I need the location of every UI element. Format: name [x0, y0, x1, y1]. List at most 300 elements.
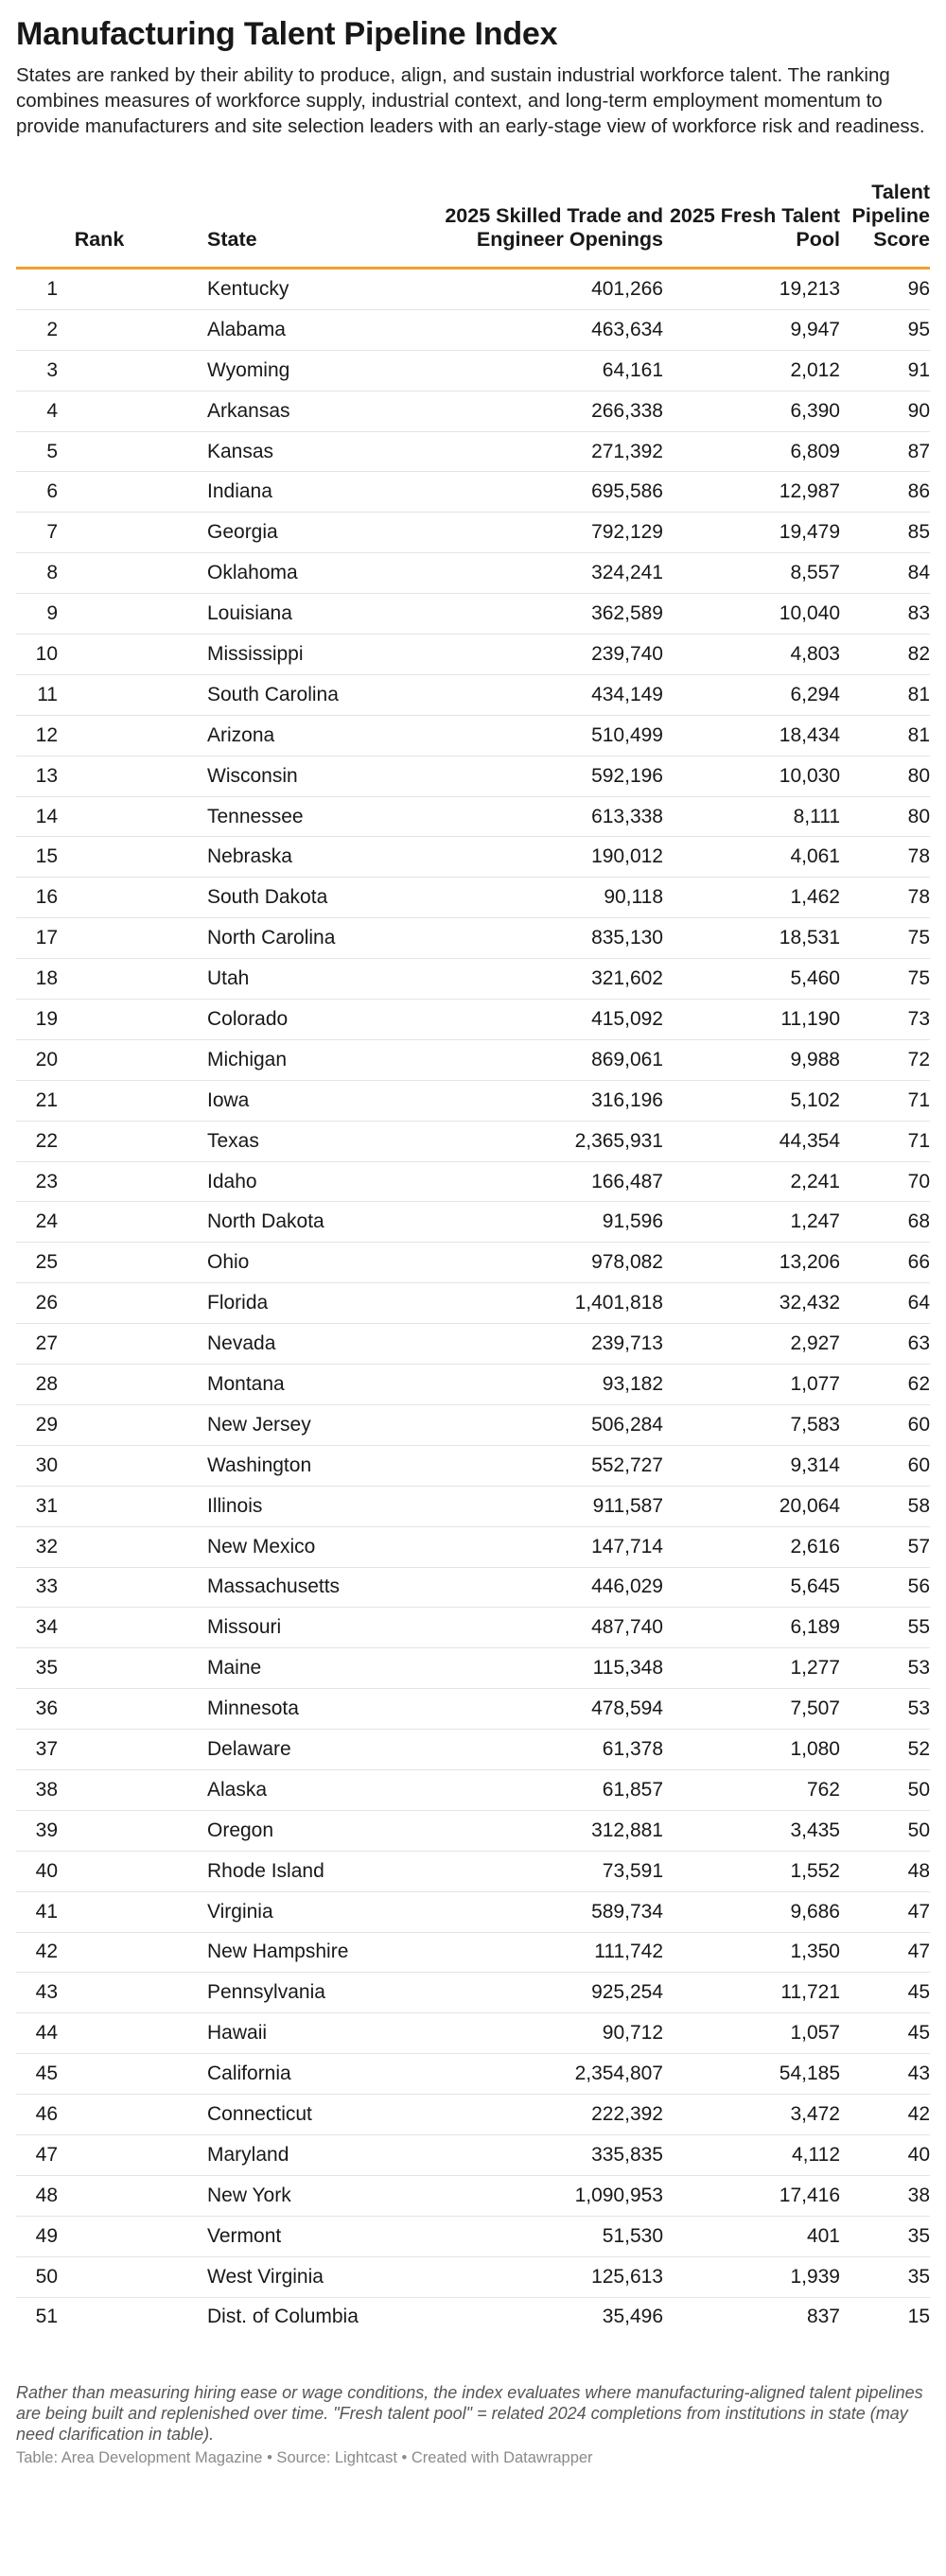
table-row	[16, 1000, 930, 1040]
data-table	[16, 181, 930, 2337]
table-row	[16, 350, 930, 391]
header-talent-pool[interactable]: 2025 Fresh Talent Pool	[669, 204, 840, 251]
talent-pool-cell: 4,112	[663, 2134, 840, 2175]
table-row	[16, 269, 930, 310]
openings-cell: 266,338	[377, 391, 663, 431]
openings-cell: 510,499	[377, 715, 663, 756]
openings-cell: 125,613	[377, 2256, 663, 2297]
talent-pool-cell: 9,988	[663, 1039, 840, 1080]
rank-value: 36	[35, 1697, 58, 1720]
table-row	[16, 1769, 930, 1810]
state-cell: Mississippi	[160, 635, 377, 675]
chart-source: Table: Area Development Magazine • Source: Lightcast • Created with Datawrapper	[16, 2449, 593, 2467]
state-cell: Colorado	[160, 1000, 377, 1040]
openings-cell: 446,029	[377, 1567, 663, 1608]
score-cell: 50	[840, 1769, 930, 1810]
table-row	[16, 553, 930, 594]
score-cell: 53	[840, 1689, 930, 1730]
openings-cell: 695,586	[377, 472, 663, 513]
score-cell: 47	[840, 1932, 930, 1973]
state-cell: New Mexico	[160, 1526, 377, 1567]
state-cell: Maryland	[160, 2134, 377, 2175]
talent-pool-cell: 1,350	[663, 1932, 840, 1973]
talent-pool-cell: 18,434	[663, 715, 840, 756]
score-cell: 87	[840, 431, 930, 472]
score-cell: 86	[840, 472, 930, 513]
rank-value: 41	[35, 1900, 58, 1923]
talent-pool-cell: 54,185	[663, 2054, 840, 2095]
rank-value: 27	[35, 1332, 58, 1355]
rank-value: 26	[35, 1292, 58, 1314]
rank-cell	[16, 2256, 160, 2297]
state-cell: Missouri	[160, 1608, 377, 1648]
rank-cell	[16, 1608, 160, 1648]
state-cell: Indiana	[160, 472, 377, 513]
rank-value: 17	[35, 927, 58, 949]
table-row	[16, 1932, 930, 1973]
table-row	[16, 2216, 930, 2256]
score-cell: 84	[840, 553, 930, 594]
openings-cell: 190,012	[377, 837, 663, 878]
score-cell: 96	[840, 269, 930, 310]
rank-cell	[16, 1000, 160, 1040]
table-row	[16, 1730, 930, 1770]
rank-cell	[16, 2175, 160, 2216]
score-cell: 90	[840, 391, 930, 431]
score-cell: 91	[840, 350, 930, 391]
openings-cell: 147,714	[377, 1526, 663, 1567]
table-row	[16, 1608, 930, 1648]
rank-cell	[16, 391, 160, 431]
table-row	[16, 715, 930, 756]
openings-cell: 835,130	[377, 918, 663, 959]
score-cell: 73	[840, 1000, 930, 1040]
table-row	[16, 2095, 930, 2135]
talent-pool-cell: 8,557	[663, 553, 840, 594]
rank-value: 9	[46, 602, 58, 625]
rank-cell	[16, 472, 160, 513]
rank-cell	[16, 1648, 160, 1689]
state-cell: Virginia	[160, 1891, 377, 1932]
rank-value: 3	[46, 358, 58, 381]
header-score[interactable]: Talent Pipeline Score	[851, 181, 930, 251]
talent-pool-cell: 9,686	[663, 1891, 840, 1932]
table-row	[16, 431, 930, 472]
table-row	[16, 1486, 930, 1526]
score-cell: 72	[840, 1039, 930, 1080]
header-openings[interactable]: 2025 Skilled Trade and Engineer Openings	[445, 204, 663, 251]
rank-cell	[16, 837, 160, 878]
state-cell: Tennessee	[160, 796, 377, 837]
state-cell: Iowa	[160, 1080, 377, 1121]
openings-cell: 61,378	[377, 1730, 663, 1770]
rank-value: 5	[46, 440, 58, 462]
state-cell: Illinois	[160, 1486, 377, 1526]
score-cell: 47	[840, 1891, 930, 1932]
state-cell: Maine	[160, 1648, 377, 1689]
rank-cell	[16, 2054, 160, 2095]
chart-notes: Rather than measuring hiring ease or wage conditions, the index evaluates where manufacturing-aligned talent pipelines are being built and replenished over time. "Fresh talent pool" = related 2024 completions from institutions in state (may need clarification in table).	[16, 2383, 923, 2445]
openings-cell: 321,602	[377, 959, 663, 1000]
state-cell: Dist. of Columbia	[207, 2306, 359, 2328]
talent-pool-cell: 5,460	[663, 959, 840, 1000]
chart-description: States are ranked by their ability to produce, align, and sustain industrial workforce talent. The ranking combines measures of workforce supply, industrial context, and long-term employment momentum to provide manufacturers and site selection leaders with an early-stage view of workforce risk and readiness.	[16, 64, 925, 137]
score-cell: 60	[840, 1445, 930, 1486]
talent-pool-cell: 10,030	[663, 756, 840, 796]
table-row	[16, 2297, 930, 2337]
table-row	[16, 2054, 930, 2095]
table-row	[16, 1973, 930, 2013]
state-cell: Kentucky	[160, 269, 377, 310]
header-rank[interactable]: Rank	[74, 228, 125, 251]
rank-cell	[16, 2013, 160, 2054]
table-row	[16, 756, 930, 796]
score-cell: 15	[907, 2306, 930, 2328]
table-row	[16, 1689, 930, 1730]
talent-pool-cell: 9,947	[663, 309, 840, 350]
rank-value: 12	[35, 723, 58, 746]
state-cell: New Jersey	[160, 1404, 377, 1445]
rank-cell	[16, 1730, 160, 1770]
rank-cell	[16, 1567, 160, 1608]
talent-pool-cell: 1,077	[663, 1365, 840, 1405]
score-cell: 85	[840, 513, 930, 553]
table-row	[16, 2134, 930, 2175]
rank-value: 14	[35, 805, 58, 827]
rank-cell	[16, 1932, 160, 1973]
table-body	[16, 269, 930, 2338]
table-row	[16, 1648, 930, 1689]
score-cell: 58	[840, 1486, 930, 1526]
rank-cell	[16, 513, 160, 553]
openings-cell: 222,392	[377, 2095, 663, 2135]
openings-cell: 35,496	[602, 2306, 663, 2328]
rank-cell	[16, 1810, 160, 1851]
state-cell: Kansas	[160, 431, 377, 472]
talent-pool-cell: 1,462	[663, 878, 840, 918]
rank-value: 2	[46, 318, 58, 340]
rank-cell	[16, 796, 160, 837]
score-cell: 68	[840, 1202, 930, 1243]
table-row	[16, 594, 930, 635]
state-cell: New Hampshire	[160, 1932, 377, 1973]
talent-pool-cell: 4,803	[663, 635, 840, 675]
state-cell: Massachusetts	[160, 1567, 377, 1608]
rank-cell	[16, 1243, 160, 1283]
rank-cell	[16, 1769, 160, 1810]
rank-value: 16	[35, 886, 58, 909]
rank-value: 48	[35, 2184, 58, 2206]
openings-cell: 316,196	[377, 1080, 663, 1121]
score-cell: 55	[840, 1608, 930, 1648]
talent-pool-cell: 12,987	[663, 472, 840, 513]
openings-cell: 589,734	[377, 1891, 663, 1932]
rank-cell	[16, 2216, 160, 2256]
score-cell: 38	[840, 2175, 930, 2216]
rank-value: 15	[35, 845, 58, 868]
rank-value: 21	[35, 1088, 58, 1111]
table-row	[16, 1851, 930, 1891]
rank-value: 29	[35, 1413, 58, 1436]
talent-pool-cell: 1,080	[663, 1730, 840, 1770]
rank-cell	[16, 715, 160, 756]
rank-cell	[16, 1486, 160, 1526]
openings-cell: 592,196	[377, 756, 663, 796]
state-cell: Rhode Island	[160, 1851, 377, 1891]
rank-value: 42	[35, 1941, 58, 1963]
rank-cell	[16, 431, 160, 472]
score-cell: 70	[840, 1161, 930, 1202]
score-cell: 62	[840, 1365, 930, 1405]
state-cell: Idaho	[160, 1161, 377, 1202]
score-cell: 35	[840, 2256, 930, 2297]
table-row	[16, 959, 930, 1000]
talent-pool-cell: 2,012	[663, 350, 840, 391]
table-row	[16, 674, 930, 715]
rank-value: 40	[35, 1859, 58, 1882]
table-row	[16, 1202, 930, 1243]
rank-cell	[16, 959, 160, 1000]
table-row	[16, 1243, 930, 1283]
score-cell: 82	[840, 635, 930, 675]
state-cell: Nebraska	[160, 837, 377, 878]
talent-pool-cell: 5,645	[663, 1567, 840, 1608]
talent-pool-cell: 2,616	[663, 1526, 840, 1567]
table-row	[16, 2256, 930, 2297]
table-row	[16, 1039, 930, 1080]
table-row	[16, 1810, 930, 1851]
talent-pool-cell: 762	[663, 1769, 840, 1810]
score-cell: 64	[840, 1283, 930, 1324]
rank-value: 1	[46, 277, 58, 300]
talent-pool-cell: 7,583	[663, 1404, 840, 1445]
openings-cell: 166,487	[377, 1161, 663, 1202]
openings-cell: 90,118	[377, 878, 663, 918]
score-cell: 45	[840, 1973, 930, 2013]
openings-cell: 64,161	[377, 350, 663, 391]
rank-cell	[16, 1324, 160, 1365]
state-cell: Washington	[160, 1445, 377, 1486]
state-cell: West Virginia	[160, 2256, 377, 2297]
state-cell: Alabama	[160, 309, 377, 350]
rank-value: 11	[37, 683, 58, 705]
rank-cell	[16, 635, 160, 675]
state-cell: Ohio	[160, 1243, 377, 1283]
talent-pool-cell: 17,416	[663, 2175, 840, 2216]
rank-cell	[16, 1121, 160, 1161]
score-cell: 42	[840, 2095, 930, 2135]
rank-value: 44	[35, 2022, 58, 2045]
rank-value: 8	[46, 562, 58, 584]
rank-value: 22	[35, 1129, 58, 1152]
score-cell: 35	[840, 2216, 930, 2256]
rank-value: 43	[35, 1981, 58, 2004]
score-cell: 60	[840, 1404, 930, 1445]
rank-cell	[16, 309, 160, 350]
openings-cell: 415,092	[377, 1000, 663, 1040]
table-row	[16, 1365, 930, 1405]
talent-pool-cell: 13,206	[663, 1243, 840, 1283]
table-row	[16, 1526, 930, 1567]
openings-cell: 401,266	[377, 269, 663, 310]
talent-pool-cell: 10,040	[663, 594, 840, 635]
rank-cell	[16, 878, 160, 918]
score-cell: 56	[840, 1567, 930, 1608]
rank-value: 30	[35, 1453, 58, 1476]
state-cell: Oregon	[160, 1810, 377, 1851]
rank-cell	[16, 553, 160, 594]
talent-pool-cell: 2,241	[663, 1161, 840, 1202]
talent-pool-cell: 1,277	[663, 1648, 840, 1689]
rank-value: 39	[35, 1819, 58, 1841]
state-cell: South Carolina	[160, 674, 377, 715]
talent-pool-cell: 44,354	[663, 1121, 840, 1161]
table-row	[16, 472, 930, 513]
table-row	[16, 796, 930, 837]
score-cell: 63	[840, 1324, 930, 1365]
talent-pool-cell: 32,432	[663, 1283, 840, 1324]
rank-value: 38	[35, 1778, 58, 1801]
rank-cell	[16, 1689, 160, 1730]
table-row	[16, 1121, 930, 1161]
talent-pool-cell: 11,721	[663, 1973, 840, 2013]
rank-value: 32	[35, 1535, 58, 1558]
rank-value: 46	[35, 2103, 58, 2126]
table-row	[16, 2013, 930, 2054]
state-cell: Georgia	[160, 513, 377, 553]
rank-value: 51	[35, 2306, 58, 2328]
rank-cell	[16, 350, 160, 391]
openings-cell: 2,354,807	[377, 2054, 663, 2095]
table-row	[16, 837, 930, 878]
rank-value: 7	[46, 521, 58, 544]
rank-cell	[16, 1404, 160, 1445]
openings-cell: 271,392	[377, 431, 663, 472]
state-cell: South Dakota	[160, 878, 377, 918]
openings-cell: 73,591	[377, 1851, 663, 1891]
state-cell: Montana	[160, 1365, 377, 1405]
state-cell: Alaska	[160, 1769, 377, 1810]
rank-cell	[16, 1365, 160, 1405]
rank-cell	[16, 1526, 160, 1567]
rank-cell	[16, 1202, 160, 1243]
talent-pool-cell: 19,479	[663, 513, 840, 553]
state-cell: Connecticut	[160, 2095, 377, 2135]
openings-cell: 613,338	[377, 796, 663, 837]
openings-cell: 239,740	[377, 635, 663, 675]
openings-cell: 324,241	[377, 553, 663, 594]
openings-cell: 335,835	[377, 2134, 663, 2175]
score-cell: 95	[840, 309, 930, 350]
talent-pool-cell: 3,472	[663, 2095, 840, 2135]
rank-value: 23	[35, 1170, 58, 1192]
rank-value: 34	[35, 1616, 58, 1639]
header-row	[16, 181, 930, 269]
rank-cell	[16, 2134, 160, 2175]
score-cell: 80	[840, 756, 930, 796]
openings-cell: 869,061	[377, 1039, 663, 1080]
rank-value: 50	[35, 2265, 58, 2288]
openings-cell: 487,740	[377, 1608, 663, 1648]
state-cell: Michigan	[160, 1039, 377, 1080]
table-row	[16, 391, 930, 431]
talent-pool-cell: 3,435	[663, 1810, 840, 1851]
openings-cell: 478,594	[377, 1689, 663, 1730]
state-cell: North Dakota	[160, 1202, 377, 1243]
openings-cell: 362,589	[377, 594, 663, 635]
table-header	[16, 181, 930, 269]
openings-cell: 911,587	[377, 1486, 663, 1526]
table-row	[16, 1404, 930, 1445]
header-state[interactable]: State	[207, 228, 257, 251]
talent-pool-cell: 6,390	[663, 391, 840, 431]
talent-pool-cell: 6,809	[663, 431, 840, 472]
state-cell: California	[160, 2054, 377, 2095]
rank-cell	[16, 674, 160, 715]
rank-cell	[16, 1039, 160, 1080]
openings-cell: 312,881	[377, 1810, 663, 1851]
state-cell: Arkansas	[160, 391, 377, 431]
rank-value: 10	[35, 642, 58, 665]
talent-pool-cell: 11,190	[663, 1000, 840, 1040]
openings-cell: 111,742	[377, 1932, 663, 1973]
rank-cell	[16, 756, 160, 796]
talent-pool-cell: 5,102	[663, 1080, 840, 1121]
rank-cell	[16, 1445, 160, 1486]
score-cell: 78	[840, 878, 930, 918]
score-cell: 52	[840, 1730, 930, 1770]
rank-value: 45	[35, 2063, 58, 2085]
openings-cell: 93,182	[377, 1365, 663, 1405]
openings-cell: 552,727	[377, 1445, 663, 1486]
score-cell: 78	[840, 837, 930, 878]
table-row	[16, 635, 930, 675]
table-row	[16, 2175, 930, 2216]
state-cell: Minnesota	[160, 1689, 377, 1730]
score-cell: 75	[840, 959, 930, 1000]
table-row	[16, 1567, 930, 1608]
openings-cell: 90,712	[377, 2013, 663, 2054]
state-cell: Nevada	[160, 1324, 377, 1365]
rank-value: 19	[35, 1007, 58, 1030]
openings-cell: 2,365,931	[377, 1121, 663, 1161]
talent-pool-cell: 9,314	[663, 1445, 840, 1486]
rank-value: 4	[46, 399, 58, 422]
table-row	[16, 878, 930, 918]
talent-pool-cell: 2,927	[663, 1324, 840, 1365]
state-cell: Louisiana	[160, 594, 377, 635]
openings-cell: 1,401,818	[377, 1283, 663, 1324]
table-row	[16, 1283, 930, 1324]
talent-pool-cell: 7,507	[663, 1689, 840, 1730]
score-cell: 75	[840, 918, 930, 959]
rank-value: 47	[35, 2143, 58, 2166]
rank-value: 28	[35, 1372, 58, 1395]
talent-pool-cell: 6,189	[663, 1608, 840, 1648]
rank-value: 35	[35, 1657, 58, 1680]
score-cell: 48	[840, 1851, 930, 1891]
table-row	[16, 918, 930, 959]
score-cell: 80	[840, 796, 930, 837]
openings-cell: 792,129	[377, 513, 663, 553]
rank-value: 13	[35, 764, 58, 787]
state-cell: Oklahoma	[160, 553, 377, 594]
state-cell: Arizona	[160, 715, 377, 756]
score-cell: 45	[840, 2013, 930, 2054]
rank-cell	[16, 1161, 160, 1202]
openings-cell: 434,149	[377, 674, 663, 715]
talent-pool-cell: 20,064	[663, 1486, 840, 1526]
